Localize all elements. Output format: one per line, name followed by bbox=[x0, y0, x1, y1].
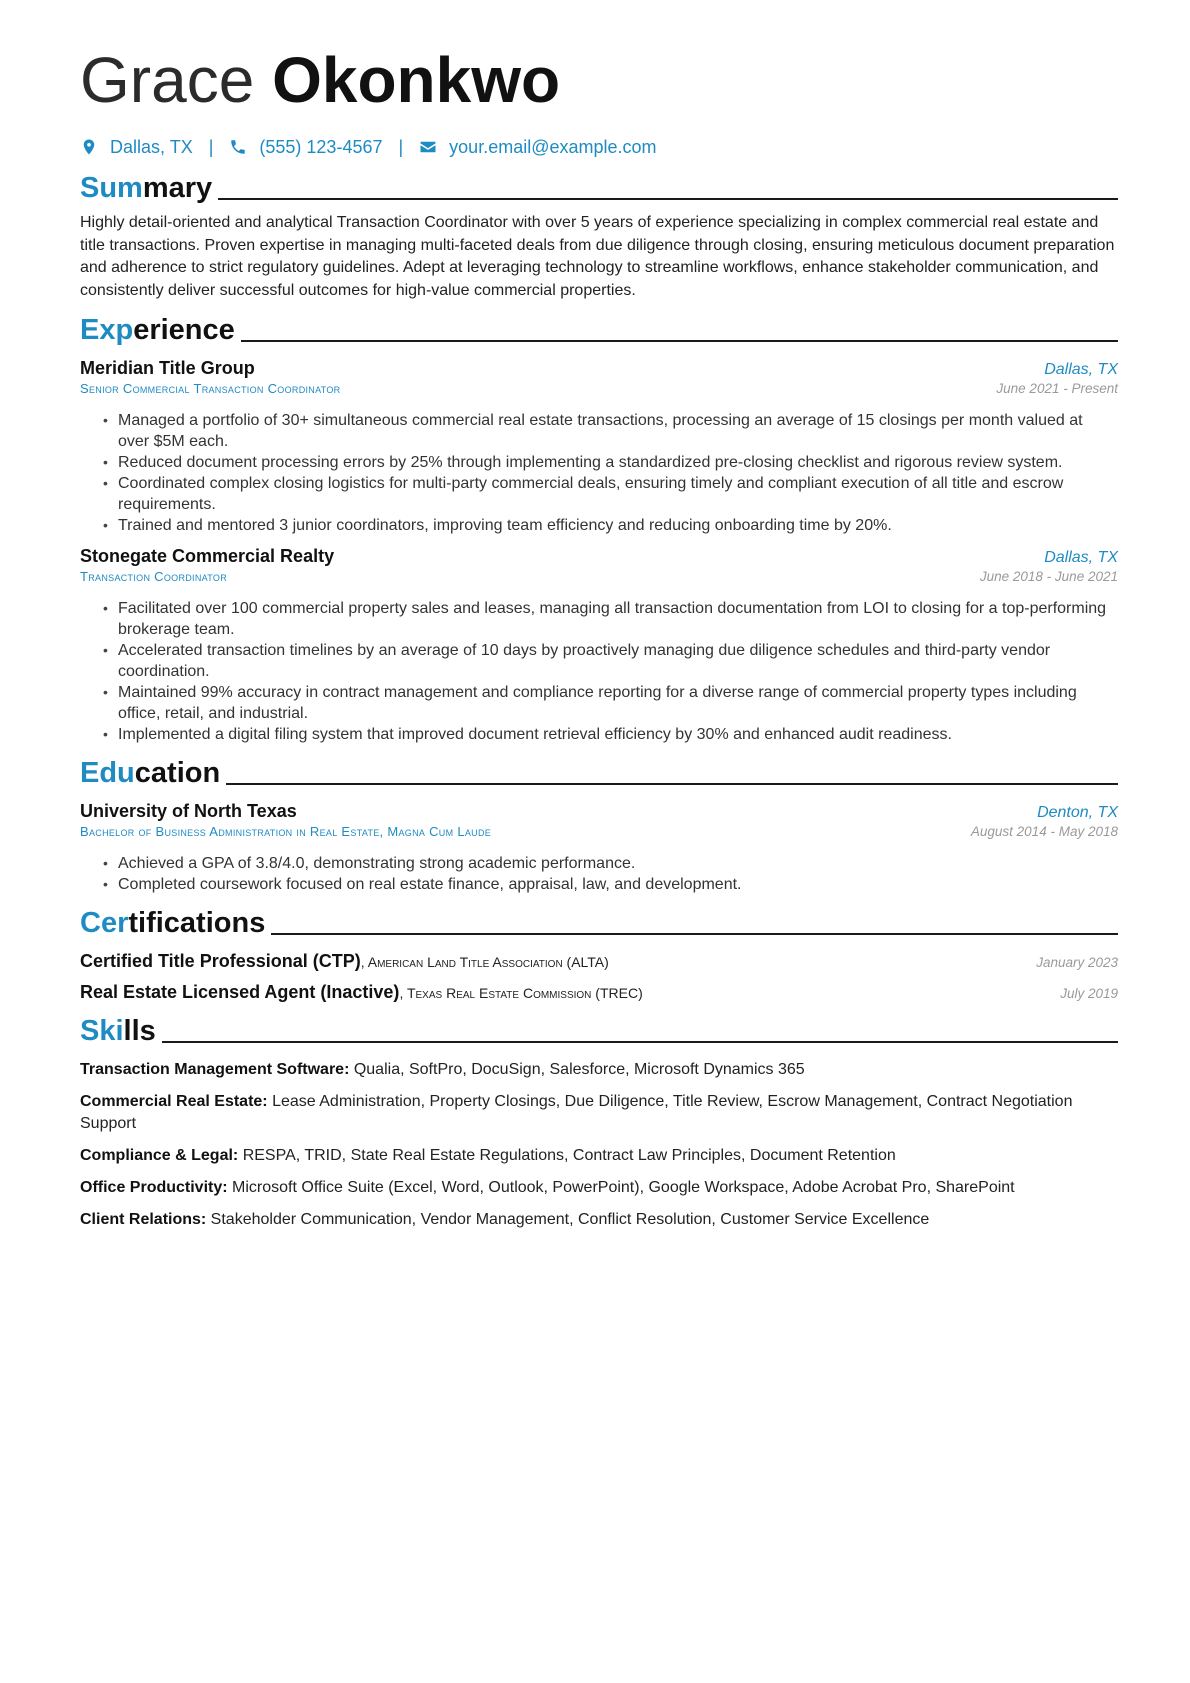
cert-issuer: , Texas Real Estate Commission (TREC) bbox=[399, 985, 643, 1001]
experience-entry bbox=[80, 546, 1118, 745]
bullet-list bbox=[80, 598, 1118, 745]
entry-location: Dallas, TX bbox=[1044, 549, 1118, 566]
skill-label: Office Productivity: bbox=[80, 1179, 228, 1196]
school-name: University of North Texas bbox=[80, 801, 297, 821]
bullet-item: • Reduced document processing errors by 25% through implementing a standardized pre-closing checklist and rigorous review system. bbox=[118, 452, 1118, 473]
job-title: Transaction Coordinator bbox=[80, 569, 228, 584]
skill-value: Stakeholder Communication, Vendor Management, Conflict Resolution, Customer Service Excellence bbox=[206, 1211, 930, 1228]
experience-heading bbox=[80, 312, 1118, 348]
skill-label: Transaction Management Software: bbox=[80, 1061, 350, 1078]
section-title: Skills bbox=[80, 1015, 156, 1047]
contact-phone[interactable] bbox=[229, 137, 382, 158]
resume-content bbox=[80, 40, 1118, 1231]
employer-name: Meridian Title Group bbox=[80, 358, 255, 378]
section-title: Summary bbox=[80, 172, 213, 204]
summary-heading bbox=[80, 170, 1118, 206]
location-text: Dallas, TX bbox=[110, 136, 193, 157]
skill-row bbox=[80, 1145, 1118, 1167]
phone-icon bbox=[229, 138, 247, 156]
last-name: Okonkwo bbox=[272, 44, 561, 116]
bullet-item: • Accelerated transaction timelines by an average of 10 days by proactively managing due diligence schedules and third-party vendor coordination. bbox=[118, 640, 1118, 682]
skill-value: Qualia, SoftPro, DocuSign, Salesforce, Microsoft Dynamics 365 bbox=[349, 1061, 805, 1078]
education-heading bbox=[80, 755, 1118, 791]
skill-value: Lease Administration, Property Closings, Due Diligence, Title Review, Escrow Management, Contract Negotiation Support bbox=[80, 1093, 1073, 1132]
section-rule bbox=[218, 198, 1118, 200]
job-title: Senior Commercial Transaction Coordinator bbox=[80, 381, 341, 396]
section-rule bbox=[271, 933, 1118, 935]
contact-bar bbox=[80, 134, 1118, 160]
summary-text: Highly detail-oriented and analytical Transaction Coordinator with over 5 years of experience specializing in complex commercial real estate and title transactions. Proven expertise in managing multi-faceted deals from due diligence through closing, ensuring meticulous document preparation and adherence to strict regulatory guidelines. Adept at leveraging technology to streamline workflows, enhance stakeholder communication, and consistently deliver successful outcomes for high-value commercial properties. bbox=[80, 214, 1115, 299]
skill-row bbox=[80, 1091, 1118, 1135]
certifications-heading bbox=[80, 905, 1118, 941]
first-name: Grace bbox=[80, 44, 255, 116]
email-text: your.email@example.com bbox=[449, 136, 657, 157]
skill-label: Commercial Real Estate: bbox=[80, 1093, 268, 1110]
certification-entry bbox=[80, 951, 1118, 972]
entry-date: July 2019 bbox=[1060, 986, 1118, 1001]
certification-entry bbox=[80, 982, 1118, 1003]
skill-label: Client Relations: bbox=[80, 1211, 207, 1228]
bullet-item: • Managed a portfolio of 30+ simultaneous commercial real estate transactions, processing an average of 15 closings per month valued at over $5M each. bbox=[118, 410, 1118, 452]
section-rule bbox=[162, 1041, 1118, 1043]
education-entry bbox=[80, 801, 1118, 895]
envelope-icon bbox=[419, 138, 437, 156]
bullet-list bbox=[80, 410, 1118, 536]
entry-date: January 2023 bbox=[1036, 955, 1118, 970]
bullet-item: • Maintained 99% accuracy in contract management and compliance reporting for a diverse range of commercial property types including office, retail, and industrial. bbox=[118, 682, 1118, 724]
cert-title: Real Estate Licensed Agent (Inactive) bbox=[80, 982, 400, 1002]
bullet-item: • Achieved a GPA of 3.8/4.0, demonstrating strong academic performance. bbox=[118, 853, 1118, 874]
bullet-item: • Coordinated complex closing logistics for multi-party commercial deals, ensuring timely and compliant execution of all title and escrow requirements. bbox=[118, 473, 1118, 515]
section-title: Certifications bbox=[80, 907, 266, 939]
candidate-name bbox=[80, 40, 1118, 120]
phone-text: (555) 123-4567 bbox=[259, 136, 383, 157]
section-rule bbox=[226, 783, 1118, 785]
map-pin-icon bbox=[80, 138, 98, 156]
cert-title: Certified Title Professional (CTP) bbox=[80, 951, 361, 971]
degree-title: Bachelor of Business Administration in Real Estate, Magna Cum Laude bbox=[80, 824, 492, 839]
skill-value: RESPA, TRID, State Real Estate Regulations, Contract Law Principles, Document Retention bbox=[238, 1147, 896, 1164]
skills-heading bbox=[80, 1013, 1118, 1049]
contact-separator: | bbox=[398, 136, 404, 157]
employer-name: Stonegate Commercial Realty bbox=[80, 546, 335, 566]
section-title: Experience bbox=[80, 314, 235, 346]
cert-issuer: , American Land Title Association (ALTA) bbox=[360, 954, 609, 970]
bullet-item: • Facilitated over 100 commercial property sales and leases, managing all transaction documentation from LOI to closing for a top-performing brokerage team. bbox=[118, 598, 1118, 640]
contact-separator: | bbox=[208, 136, 214, 157]
section-rule bbox=[241, 340, 1118, 342]
entry-date: June 2018 - June 2021 bbox=[979, 569, 1118, 584]
section-title: Education bbox=[80, 757, 221, 789]
skill-value: Microsoft Office Suite (Excel, Word, Outlook, PowerPoint), Google Workspace, Adobe Acrobat Pro, SharePoint bbox=[227, 1179, 1015, 1196]
bullet-item: • Trained and mentored 3 junior coordinators, improving team efficiency and reducing onboarding time by 20%. bbox=[118, 515, 1118, 536]
entry-location: Denton, TX bbox=[1037, 804, 1118, 821]
contact-location bbox=[80, 137, 193, 158]
experience-entry bbox=[80, 358, 1118, 536]
entry-date: August 2014 - May 2018 bbox=[970, 824, 1118, 839]
bullet-item: • Implemented a digital filing system that improved document retrieval efficiency by 30% and enhanced audit readiness. bbox=[118, 724, 1118, 745]
skill-row bbox=[80, 1177, 1118, 1199]
bullet-list bbox=[80, 853, 1118, 895]
skill-row bbox=[80, 1209, 1118, 1231]
entry-location: Dallas, TX bbox=[1044, 361, 1118, 378]
skill-label: Compliance & Legal: bbox=[80, 1147, 239, 1164]
skill-row bbox=[80, 1059, 1118, 1081]
entry-date: June 2021 - Present bbox=[996, 381, 1118, 396]
contact-email[interactable] bbox=[419, 137, 656, 158]
bullet-item: • Completed coursework focused on real estate finance, appraisal, law, and development. bbox=[118, 874, 1118, 895]
